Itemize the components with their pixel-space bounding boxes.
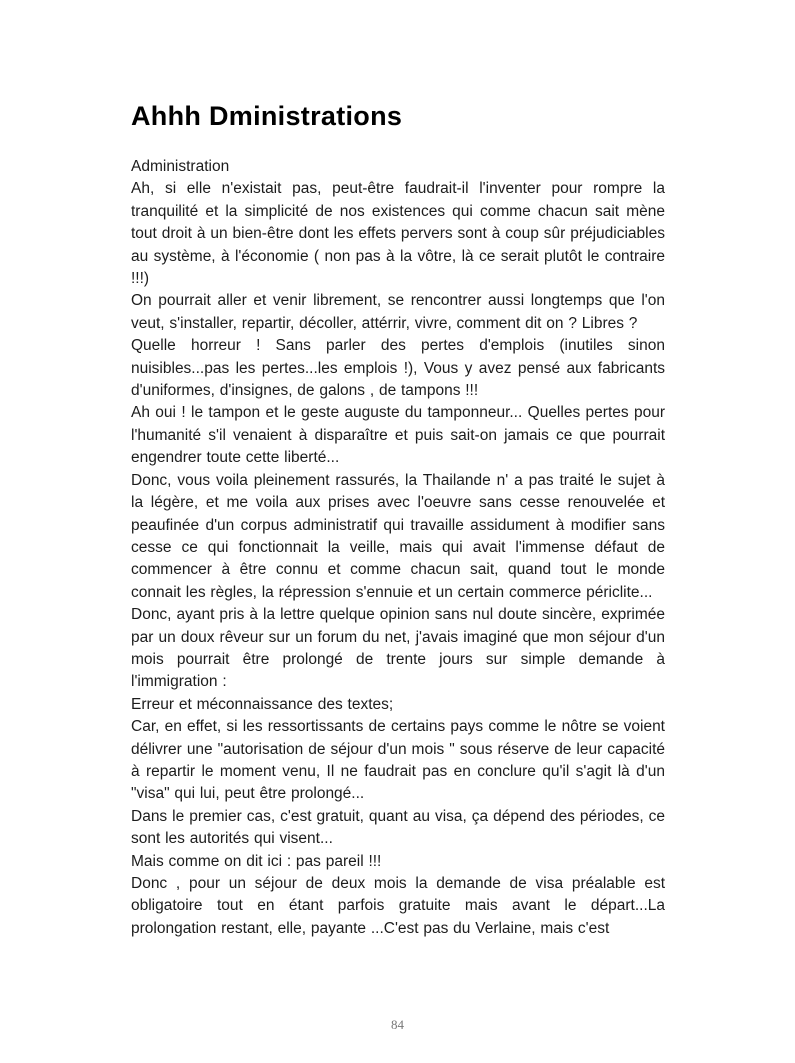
paragraph: Mais comme on dit ici : pas pareil !!! [131, 852, 382, 870]
paragraph: Car, en effet, si les ressortissants de certains pays comme le nôtre se voient délivrer une "autorisation de séjour d'un mois " sous réserve de leur capacité à repartir le moment venu, Il ne faudrait pas en conclure qu'il s'agit là d'un "visa" qui lui, peut être prolongé... [131, 718, 665, 803]
paragraph: On pourrait aller et venir librement, se rencontrer aussi longtemps que l'on veut, s'installer, repartir, décoller, attérrir, vivre, comment dit on ? Libres ? [131, 292, 665, 332]
page-content [131, 100, 665, 940]
paragraph: Administration [131, 158, 230, 175]
paragraph: Donc, vous voila pleinement rassurés, la Thailande n' a pas traité le sujet à la légère, et me voila aux prises avec l'oeuvre sans cesse renouvelée et peaufinée d'un corpus administratif qui travaille assidument à modifier sans cesse ce qui fonctionnait la veille, mais qui avait l'immense défaut de commencer à être connu et comme chacun sait, quand tout le monde connait les règles, la répression s'ennuie et un certain commerce périclite... [131, 471, 665, 601]
paragraph: Ah oui ! le tampon et le geste auguste du tamponneur... Quelles pertes pour l'humanité s'il venaient à disparaître et puis sait-on jamais ce que pourrait engendrer toute cette liberté... [131, 404, 665, 467]
paragraph: Erreur et méconnaissance des textes; [131, 695, 394, 713]
page-number: 84 [391, 1017, 404, 1032]
paragraph: Dans le premier cas, c'est gratuit, quant au visa, ça dépend des périodes, ce sont les autorités qui visent... [131, 807, 665, 848]
body-text [131, 156, 665, 940]
paragraph: Donc , pour un séjour de deux mois la demande de visa préalable est obligatoire tout en étant parfois gratuite mais avant le départ...La prolongation restant, elle, payante ...C'est pas du Verlaine, mais c'est [131, 875, 665, 937]
document-title: Ahhh Dministrations [131, 101, 403, 131]
paragraph: Donc, ayant pris à la lettre quelque opinion sans nul doute sincère, exprimée par un doux rêveur sur un forum du net, j'avais imaginé que mon séjour d'un mois pourrait être prolongé de trente jours sur simple demande à l'immigration : [131, 606, 665, 691]
paragraph: Ah, si elle n'existait pas, peut-être faudrait-il l'inventer pour rompre la tranquilité et la simplicité de nos existences qui comme chacun sait mène tout droit à un bien-être dont les effets pervers sont à coup sûr préjudiciables au système, à l'économie ( non pas à la vôtre, là ce serait plutôt le contraire !!!) [131, 180, 665, 288]
paragraph: Quelle horreur ! Sans parler des pertes d'emplois (inutiles sinon nuisibles...pas les pertes...les emplois !), Vous y avez pensé aux fabricants d'uniformes, d'insignes, de galons , de tampons !!! [131, 337, 665, 400]
